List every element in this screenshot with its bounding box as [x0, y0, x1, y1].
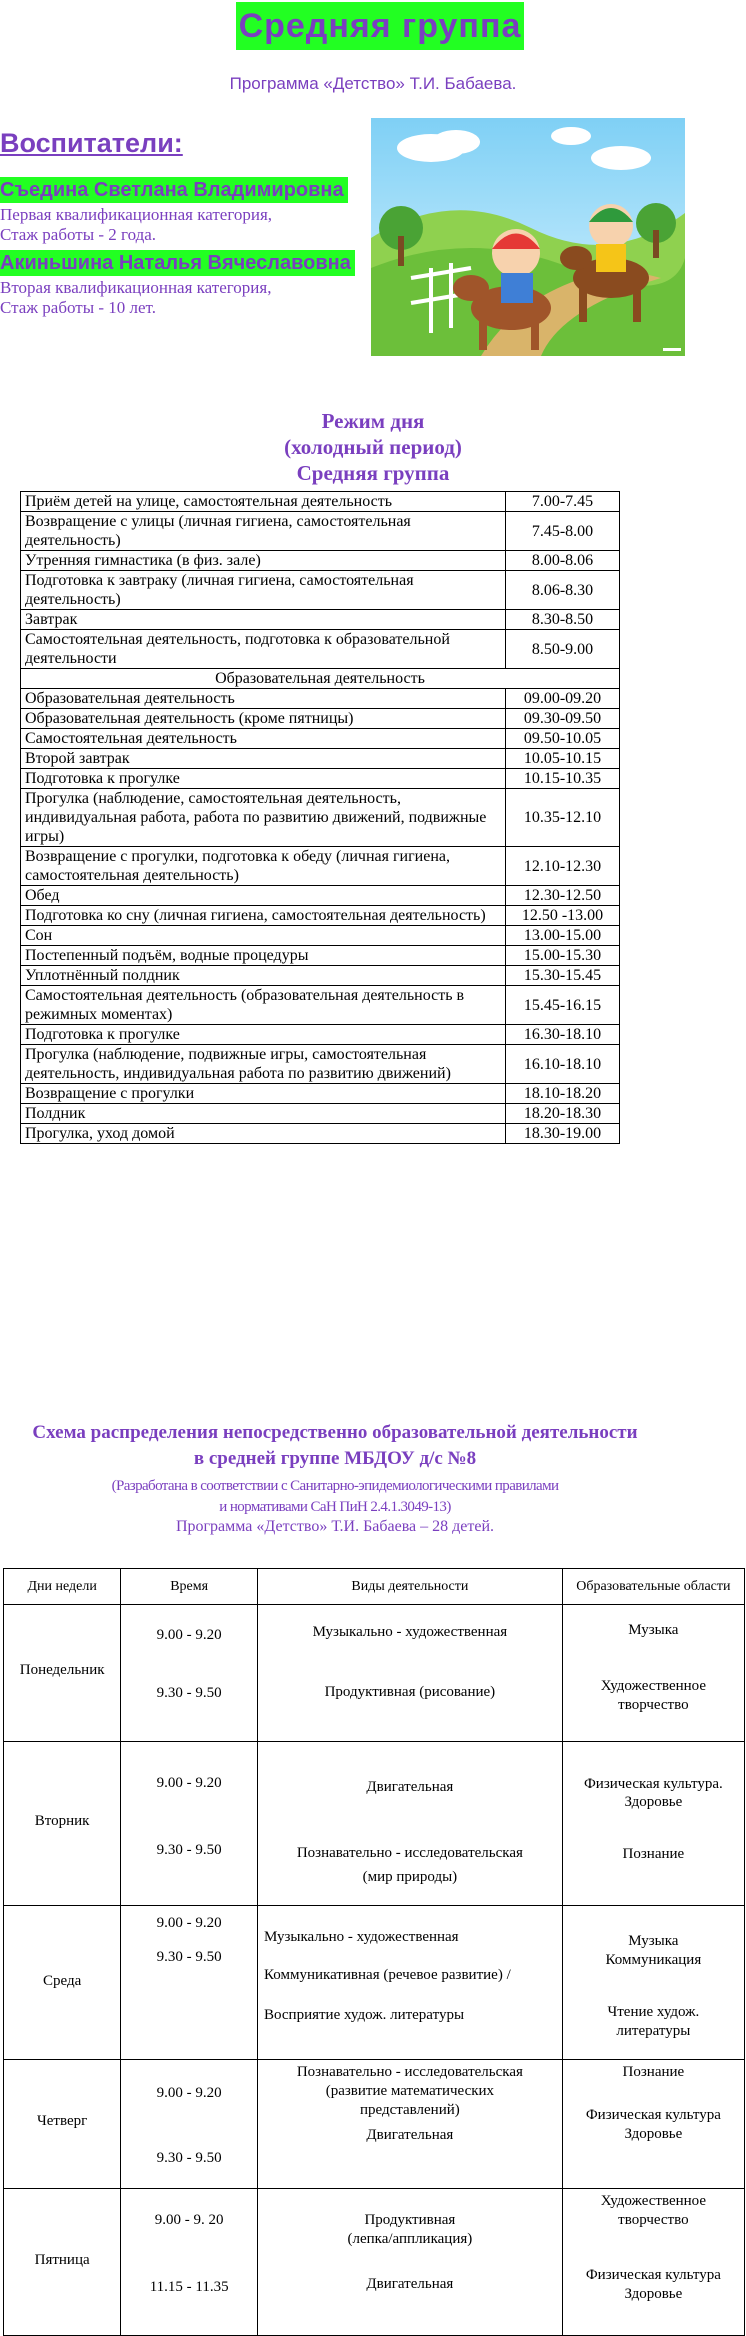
- area-cell: [562, 1605, 744, 1742]
- time-cell: [121, 2189, 258, 2336]
- day-cell: [4, 1742, 121, 1906]
- schedule-time: 8.50-9.00: [506, 630, 620, 669]
- schedule-row: [21, 986, 620, 1025]
- area-cell: [562, 1906, 744, 2060]
- schedule-activity: Самостоятельная деятельность (образовательная деятельность в режимных моментах): [21, 986, 506, 1025]
- schedule-time: 12.50 -13.00: [506, 906, 620, 926]
- table-row: [4, 1605, 745, 1742]
- schedule-time: 7.45-8.00: [506, 512, 620, 551]
- schedule-title: [0, 408, 746, 486]
- day-cell: [4, 1906, 121, 2060]
- day-cell: [4, 1605, 121, 1742]
- schedule-time: 09.00-09.20: [506, 689, 620, 709]
- table-row: [4, 2060, 745, 2189]
- area-label: Физическая культура: [585, 2267, 721, 2283]
- time-label: 9.30 - 9.50: [156, 1842, 222, 1858]
- scheme-note-line: (Разработана в соответствии с Санитарно-эпидемиологическими правилами: [111, 1478, 559, 1494]
- schedule-activity: Второй завтрак: [21, 749, 506, 769]
- schedule-activity: Возвращение с улицы (личная гигиена, самостоятельная деятельность): [21, 512, 506, 551]
- teacher-name-1: Съедина Светлана Владимировна: [0, 177, 348, 203]
- area-label: Художественное: [600, 1678, 707, 1694]
- area-cell: [562, 2189, 744, 2336]
- schedule-time: 12.10-12.30: [506, 847, 620, 886]
- schedule-activity: Прогулка (наблюдение, подвижные игры, самостоятельная деятельность, индивидуальная работа по развитию движений): [21, 1045, 506, 1084]
- time-label: 9.30 - 9.50: [156, 2150, 222, 2166]
- area-label: Физическая культура: [585, 2107, 721, 2123]
- schedule-time: 8.06-8.30: [506, 571, 620, 610]
- schedule-title-line: Режим дня: [321, 409, 425, 433]
- schedule-time: 8.30-8.50: [506, 610, 620, 630]
- area-label: Музыка: [628, 1933, 679, 1949]
- schedule-time: 15.00-15.30: [506, 946, 620, 966]
- area-label: Физическая культура.: [583, 1776, 723, 1792]
- activity-cell: [258, 2189, 563, 2336]
- activity-label: Коммуникативная (речевое развитие) /: [264, 1967, 511, 1983]
- daily-schedule-table: [20, 491, 620, 1144]
- scheme-program: Программа «Детство» Т.И. Бабаева – 28 детей.: [175, 1518, 495, 1535]
- schedule-activity: Возвращение с прогулки, подготовка к обеду (личная гигиена, самостоятельная деятельность): [21, 847, 506, 886]
- schedule-section-label: Образовательная деятельность: [21, 669, 620, 689]
- teacher-name-2: Акиньшина Наталья Вячеславовна: [0, 250, 355, 276]
- area-label: Здоровье: [624, 2126, 683, 2142]
- schedule-activity: Сон: [21, 926, 506, 946]
- schedule-row: [21, 551, 620, 571]
- activity-label: Двигательная: [366, 2276, 454, 2292]
- scheme-title-line: Схема распределения непосредственно образовательной деятельности: [32, 1422, 638, 1443]
- activity-cell: [258, 1605, 563, 1742]
- area-label: Художественное: [600, 2193, 707, 2209]
- schedule-activity: Обед: [21, 886, 506, 906]
- schedule-activity: Полдник: [21, 1104, 506, 1124]
- activity-cell: [258, 1906, 563, 2060]
- time-cell: [121, 1742, 258, 1906]
- area-cell: [562, 2060, 744, 2189]
- table-row: [4, 2189, 745, 2336]
- schedule-activity: Прогулка (наблюдение, самостоятельная деятельность, индивидуальная работа, работа по развитию движений, подвижные игры): [21, 789, 506, 847]
- day-label: Вторник: [34, 1813, 90, 1829]
- schedule-section-row: [21, 669, 620, 689]
- activity-label: Музыкально - художественная: [312, 1624, 508, 1640]
- area-label: творчество: [618, 1697, 689, 1713]
- time-label: 11.15 - 11.35: [149, 2279, 229, 2295]
- schedule-time: 09.50-10.05: [506, 729, 620, 749]
- time-label: 9.00 - 9.20: [156, 2085, 222, 2101]
- schedule-activity: Подготовка к прогулке: [21, 769, 506, 789]
- teacher-category-2: Вторая квалификационная категория,: [0, 278, 272, 297]
- activity-label: Музыкально - художественная: [264, 1929, 459, 1945]
- schedule-row: [21, 512, 620, 551]
- area-label: литературы: [616, 2023, 691, 2039]
- schedule-activity: Возвращение с прогулки: [21, 1084, 506, 1104]
- day-label: Понедельник: [19, 1662, 105, 1678]
- activity-label: Познавательно - исследовательская: [296, 1845, 523, 1861]
- activity-cell: [258, 1742, 563, 1906]
- schedule-time: 10.15-10.35: [506, 769, 620, 789]
- page-title: Средняя группа: [236, 2, 524, 50]
- schedule-activity: Подготовка к прогулке: [21, 1025, 506, 1045]
- schedule-time: 13.00-15.00: [506, 926, 620, 946]
- schedule-row: [21, 492, 620, 512]
- day-label: Среда: [43, 1973, 82, 1989]
- activity-scheme-table: [3, 1568, 745, 2336]
- schedule-row: [21, 966, 620, 986]
- schedule-activity: Самостоятельная деятельность: [21, 729, 506, 749]
- activity-label: Продуктивная (рисование): [324, 1684, 496, 1700]
- schedule-activity: Самостоятельная деятельность, подготовка к образовательной деятельности: [21, 630, 506, 669]
- schedule-row: [21, 749, 620, 769]
- schedule-time: 10.05-10.15: [506, 749, 620, 769]
- schedule-row: [21, 571, 620, 610]
- schedule-activity: Образовательная деятельность (кроме пятницы): [21, 709, 506, 729]
- teachers-heading: Воспитатели:: [0, 128, 183, 158]
- kids-riding-horses-illustration: [371, 118, 685, 356]
- area-label: Чтение худож.: [607, 2004, 700, 2020]
- activity-label: (лепка/аппликация): [347, 2231, 473, 2247]
- schedule-activity: Прогулка, уход домой: [21, 1124, 506, 1144]
- time-cell: [121, 2060, 258, 2189]
- activity-label: Восприятие худож. литературы: [264, 2007, 465, 2023]
- schedule-title-line: Средняя группа: [296, 461, 450, 485]
- schedule-activity: Подготовка к завтраку (личная гигиена, самостоятельная деятельность): [21, 571, 506, 610]
- time-cell: [121, 1906, 258, 2060]
- header-activities: Виды деятельности: [258, 1569, 563, 1605]
- schedule-row: [21, 946, 620, 966]
- table-row: [4, 1742, 745, 1906]
- schedule-time: 16.30-18.10: [506, 1025, 620, 1045]
- schedule-row: [21, 630, 620, 669]
- schedule-time: 15.45-16.15: [506, 986, 620, 1025]
- area-cell: [562, 1742, 744, 1906]
- schedule-row: [21, 847, 620, 886]
- activity-cell: [258, 2060, 563, 2189]
- day-cell: [4, 2189, 121, 2336]
- scheme-title: [0, 1420, 670, 1472]
- schedule-row: [21, 610, 620, 630]
- header-time: Время: [121, 1569, 258, 1605]
- schedule-row: [21, 1104, 620, 1124]
- teacher-experience-1: Стаж работы - 2 года.: [0, 225, 157, 244]
- schedule-time: 18.30-19.00: [506, 1124, 620, 1144]
- schedule-row: [21, 1124, 620, 1144]
- activity-label: Познавательно - исследовательская: [296, 2064, 523, 2080]
- schedule-time: 15.30-15.45: [506, 966, 620, 986]
- area-label: Познание: [622, 1846, 685, 1862]
- schedule-activity: Подготовка ко сну (личная гигиена, самостоятельная деятельность): [21, 906, 506, 926]
- time-label: 9.00 - 9.20: [156, 1627, 222, 1643]
- schedule-time: 10.35-12.10: [506, 789, 620, 847]
- schedule-activity: Уплотнённый полдник: [21, 966, 506, 986]
- scheme-title-line: в средней группе МБДОУ д/с №8: [193, 1448, 477, 1469]
- day-label: Пятница: [34, 2252, 90, 2268]
- table-row: [4, 1906, 745, 2060]
- day-label: Четверг: [36, 2113, 88, 2129]
- schedule-activity: Утренняя гимнастика (в физ. зале): [21, 551, 506, 571]
- schedule-time: 7.00-7.45: [506, 492, 620, 512]
- schedule-row: [21, 789, 620, 847]
- schedule-row: [21, 709, 620, 729]
- time-label: 9.00 - 9.20: [156, 1915, 222, 1931]
- header-days: Дни недели: [4, 1569, 121, 1605]
- teacher-experience-2: Стаж работы - 10 лет.: [0, 298, 156, 317]
- schedule-row: [21, 769, 620, 789]
- area-label: творчество: [618, 2212, 689, 2228]
- area-label: Здоровье: [624, 1794, 683, 1810]
- schedule-title-line: (холодный период): [284, 435, 462, 459]
- schedule-time: 09.30-09.50: [506, 709, 620, 729]
- schedule-time: 12.30-12.50: [506, 886, 620, 906]
- schedule-row: [21, 689, 620, 709]
- schedule-row: [21, 1045, 620, 1084]
- time-label: 9.00 - 9. 20: [154, 2212, 224, 2228]
- area-label: Музыка: [628, 1622, 679, 1638]
- schedule-row: [21, 906, 620, 926]
- time-label: 9.30 - 9.50: [156, 1949, 222, 1965]
- schedule-time: 16.10-18.10: [506, 1045, 620, 1084]
- time-cell: [121, 1605, 258, 1742]
- schedule-time: 18.10-18.20: [506, 1084, 620, 1104]
- activity-label: Двигательная: [366, 2127, 454, 2143]
- area-label: Познание: [622, 2064, 685, 2080]
- schedule-row: [21, 729, 620, 749]
- activity-label: Двигательная: [366, 1779, 454, 1795]
- activity-label: (мир природы): [362, 1869, 458, 1885]
- activity-label: Продуктивная: [364, 2212, 456, 2228]
- schedule-activity: Приём детей на улице, самостоятельная деятельность: [21, 492, 506, 512]
- schedule-activity: Образовательная деятельность: [21, 689, 506, 709]
- time-label: 9.30 - 9.50: [156, 1685, 222, 1701]
- area-label: Коммуникация: [605, 1952, 702, 1968]
- schedule-time: 8.00-8.06: [506, 551, 620, 571]
- teacher-category-1: Первая квалификационная категория,: [0, 205, 273, 224]
- program-subtitle: Программа «Детство» Т.И. Бабаева.: [229, 74, 517, 93]
- scheme-note-line: и нормативами СаН ПиН 2.4.1.3049-13): [219, 1499, 451, 1515]
- scheme-note: [0, 1476, 670, 1518]
- schedule-row: [21, 926, 620, 946]
- header-areas: Образовательные области: [562, 1569, 744, 1605]
- schedule-row: [21, 1084, 620, 1104]
- time-label: 9.00 - 9.20: [156, 1775, 222, 1791]
- schedule-time: 18.20-18.30: [506, 1104, 620, 1124]
- schedule-activity: Завтрак: [21, 610, 506, 630]
- area-label: Здоровье: [624, 2286, 683, 2302]
- activity-label: представлений): [359, 2102, 460, 2118]
- day-cell: [4, 2060, 121, 2189]
- schedule-activity: Постепенный подъём, водные процедуры: [21, 946, 506, 966]
- schedule-row: [21, 1025, 620, 1045]
- schedule-row: [21, 886, 620, 906]
- activity-label: (развитие математических: [325, 2083, 495, 2099]
